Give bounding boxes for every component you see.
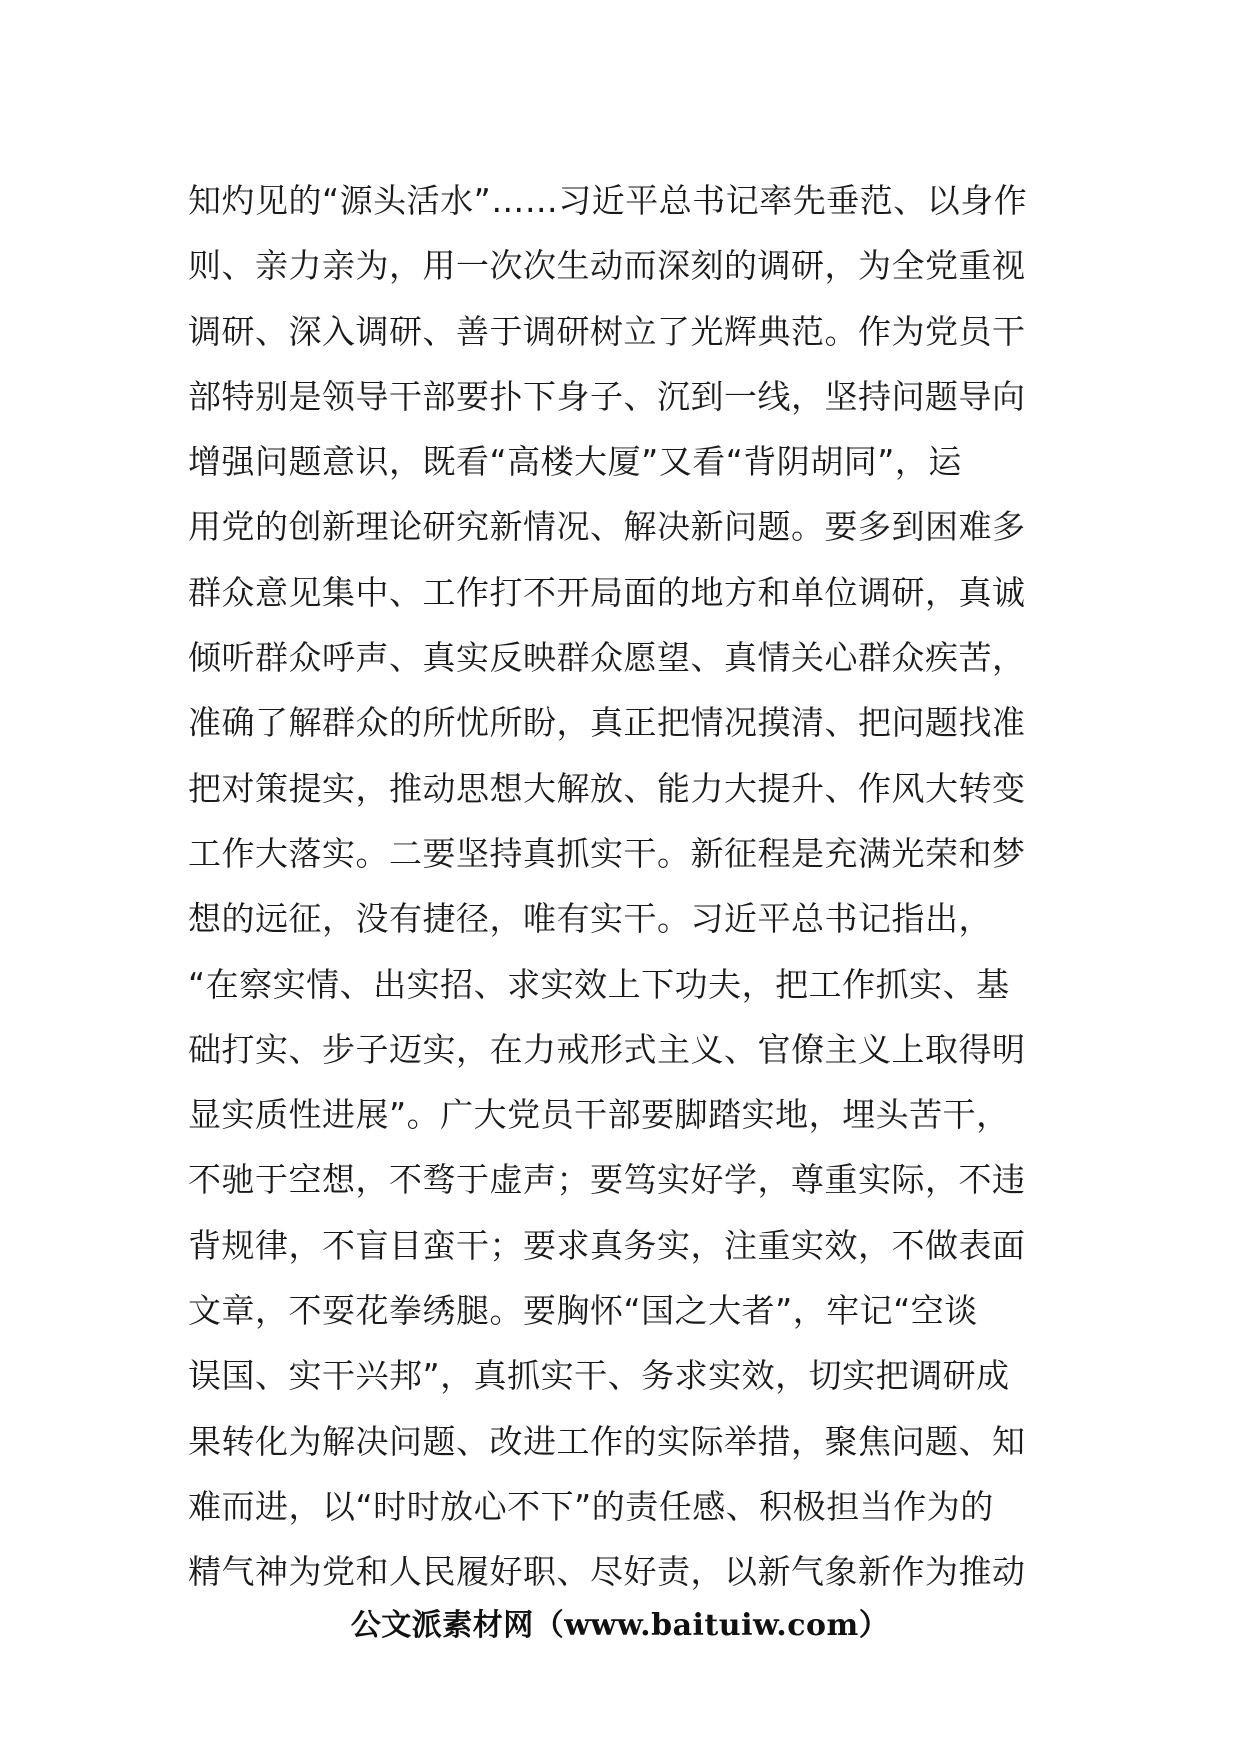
- text-line: 用党的创新理论研究新情况、解决新问题。要多到困难多: [188, 507, 1026, 547]
- text-line: 部特别是领导干部要扑下身子、沉到一线，坚持问题导向: [188, 376, 1026, 416]
- body-text: [188, 168, 1058, 1605]
- footer-watermark: 公文派素材网（www.baituiw.com）: [350, 1608, 890, 1643]
- text-line: 果转化为解决问题、改进工作的实际举措，聚焦问题、知: [188, 1421, 1026, 1461]
- text-line: 误国、实干兴邦”，真抓实干、务求实效，切实把调研成: [188, 1356, 1010, 1396]
- text-line: 则、亲力亲为，用一次次生动而深刻的调研，为全党重视: [188, 246, 1026, 286]
- text-line: 准确了解群众的所忧所盼，真正把情况摸清、把问题找准: [188, 703, 1026, 743]
- text-line: 想的远征，没有捷径，唯有实干。习近平总书记指出，: [188, 899, 992, 939]
- text-line: 增强问题意识，既看“高楼大厦”又看“背阴胡同”，运: [188, 442, 962, 482]
- text-line: 显实质性进展”。广大党员干部要脚踏实地，埋头苦干，: [188, 1095, 1010, 1135]
- text-line: 背规律，不盲目蛮干；要求真务实，注重实效，不做表面: [188, 1225, 1026, 1265]
- text-line: 文章，不耍花拳绣腿。要胸怀“国之大者”，牢记“空谈: [188, 1291, 978, 1331]
- text-line: 不驰于空想，不骛于虚声；要笃实好学，尊重实际，不违: [188, 1160, 1026, 1200]
- text-line: “在察实情、出实招、求实效上下功夫，把工作抓实、基: [188, 964, 1010, 1004]
- text-line: 群众意见集中、工作打不开局面的地方和单位调研，真诚: [188, 572, 1026, 612]
- text-line: 倾听群众呼声、真实反映群众愿望、真情关心群众疾苦，: [188, 638, 1026, 678]
- text-line: 调研、深入调研、善于调研树立了光辉典范。作为党员干: [188, 311, 1026, 351]
- text-line: 精气神为党和人民履好职、尽好责，以新气象新作为推动: [188, 1552, 1026, 1592]
- text-line: 把对策提实，推动思想大解放、能力大提升、作风大转变: [188, 768, 1026, 808]
- text-line: 工作大落实。二要坚持真抓实干。新征程是充满光荣和梦: [188, 833, 1026, 873]
- text-line: 难而进，以“时时放心不下”的责任感、积极担当作为的: [188, 1486, 994, 1526]
- text-line: 础打实、步子迈实，在力戒形式主义、官僚主义上取得明: [188, 1029, 1026, 1069]
- text-line: 知灼见的“源头活水”……习近平总书记率先垂范、以身作: [188, 181, 1028, 220]
